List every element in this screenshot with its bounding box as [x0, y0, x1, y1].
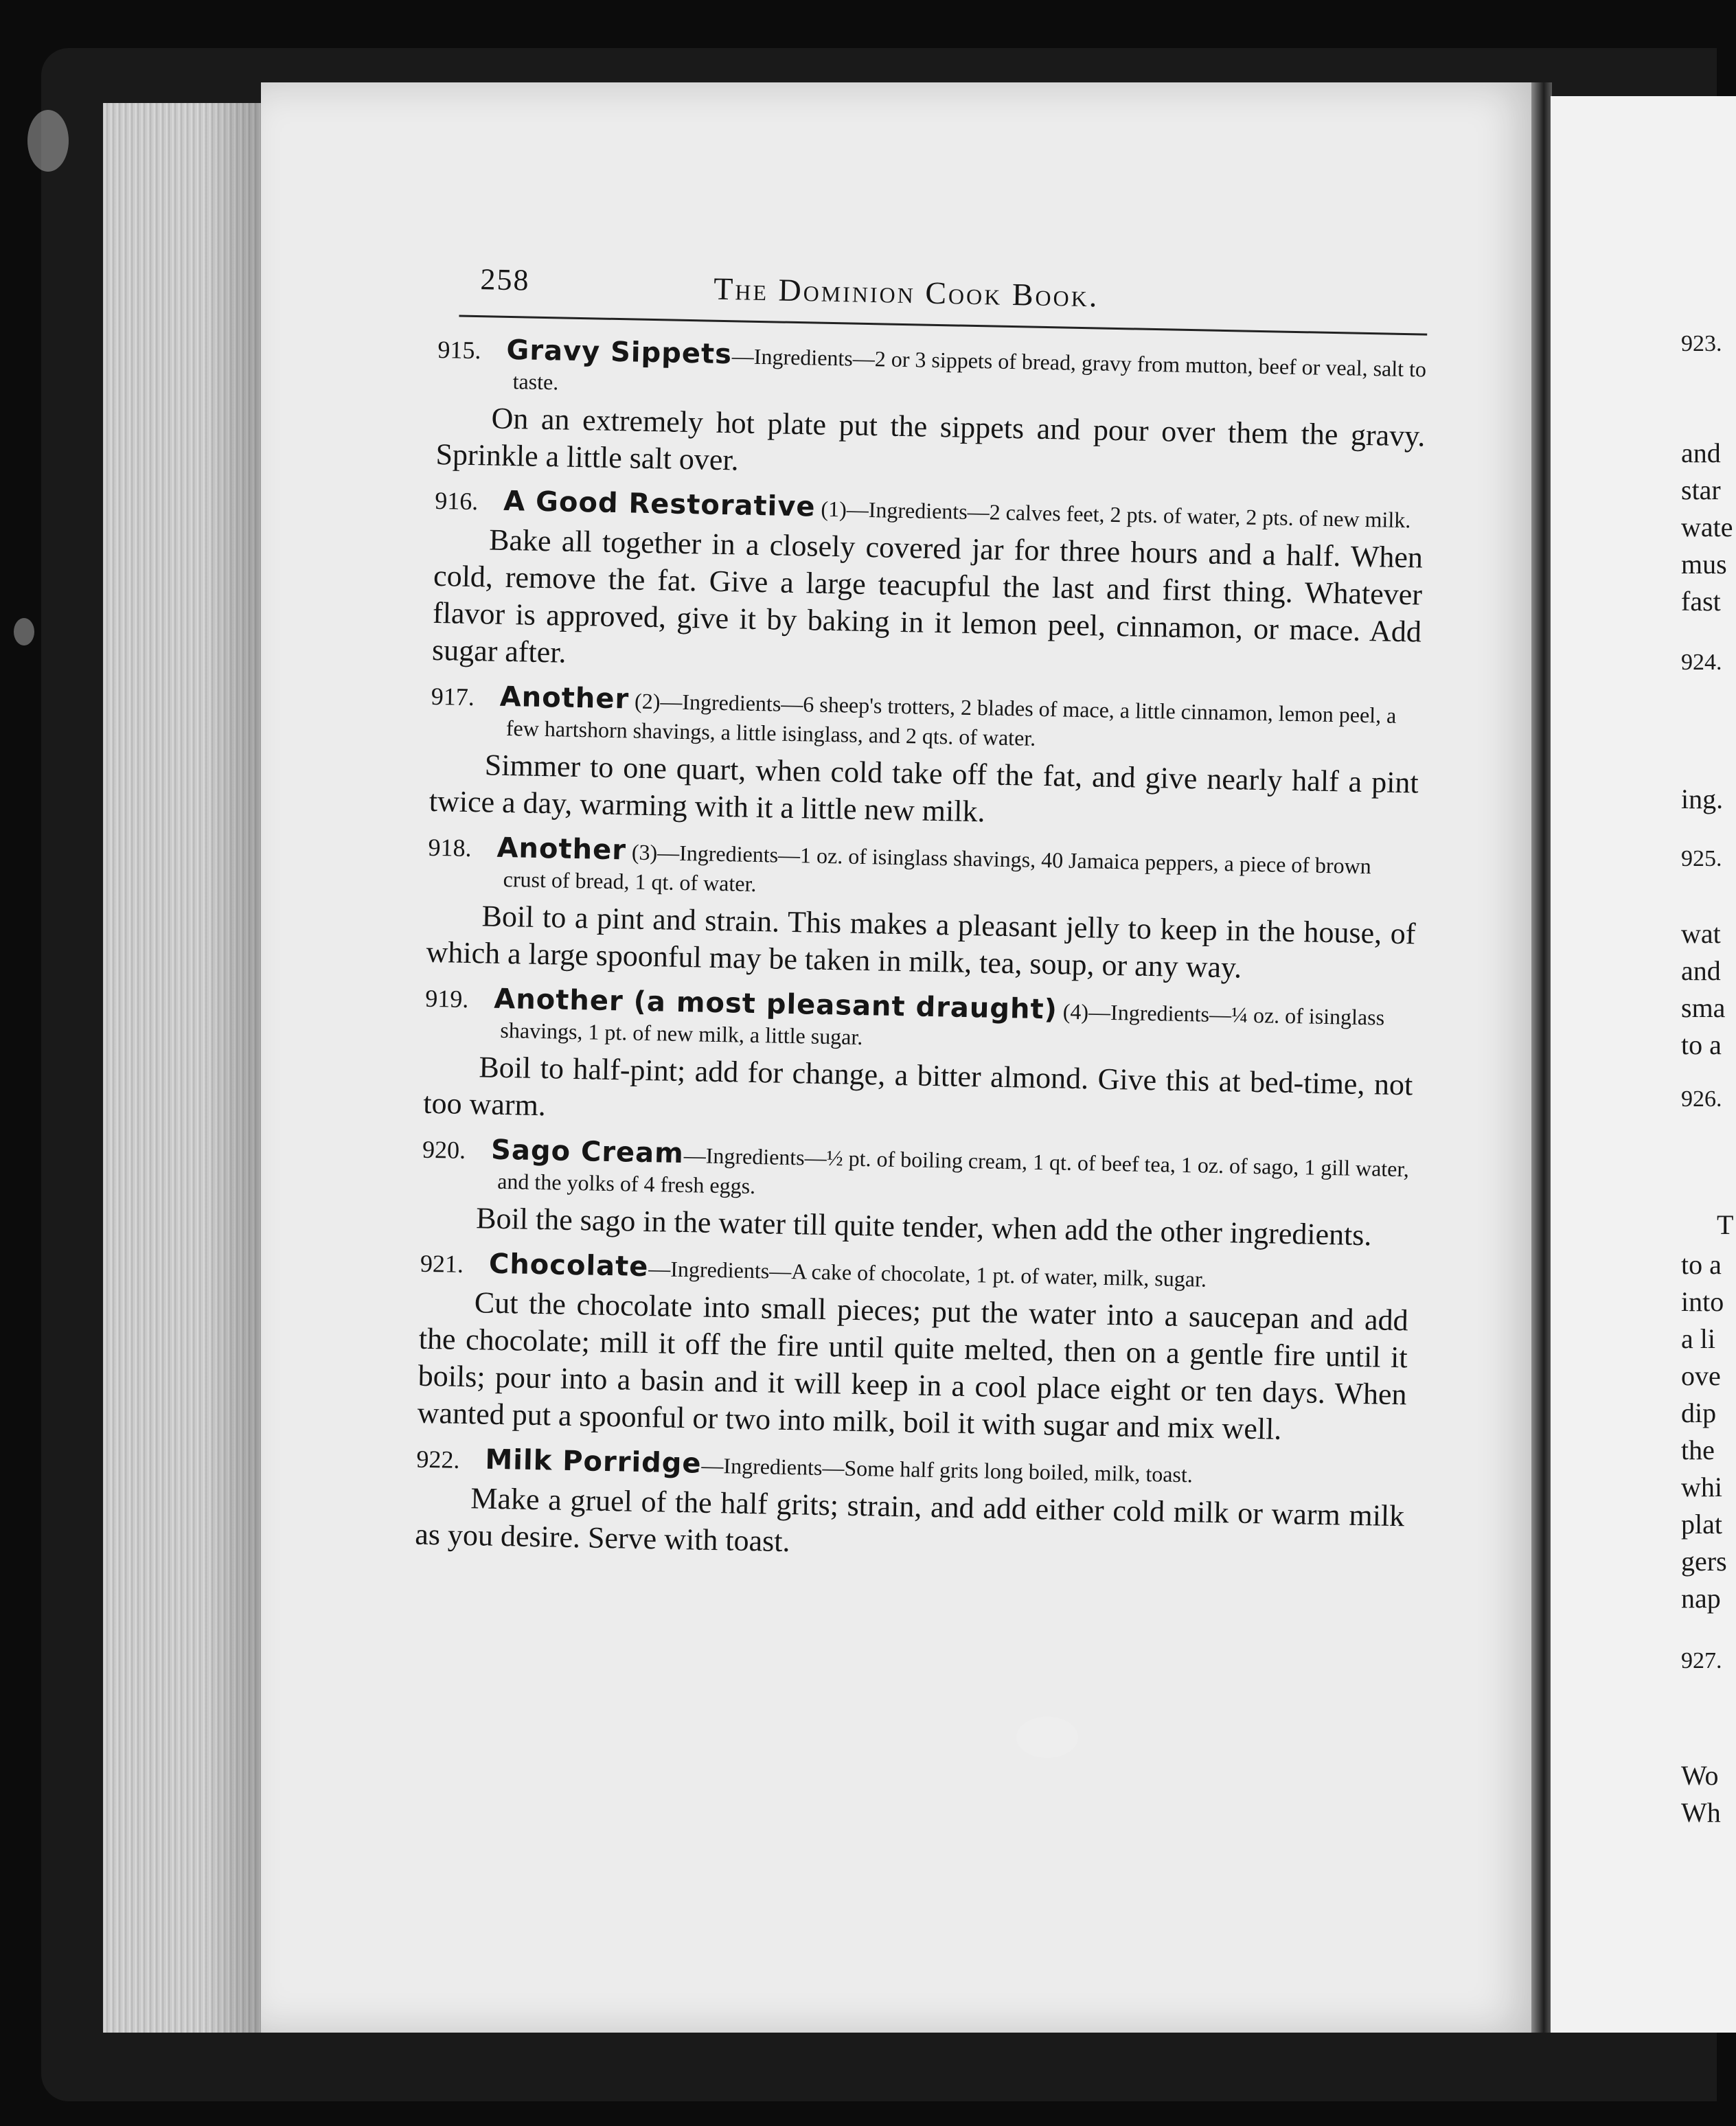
recipe-number: 916.	[434, 486, 479, 516]
right-fragment: and	[1681, 437, 1721, 468]
recipe-ingredients: —Ingredients—½ pt. of boiling cream, 1 qt. of beef tea, 1 oz. of sago, 1 gill water, and the yolks of 4 fresh eggs.	[496, 1143, 1410, 1199]
recipe-method: Boil to half-pint; add for change, a bitter almond. Give this at bed-time, not too warm.	[422, 1050, 1413, 1123]
dust-speck	[1016, 1717, 1078, 1758]
right-fragment: Wh	[1681, 1797, 1721, 1828]
right-fragment: nap	[1681, 1583, 1721, 1614]
right-fragment: T	[1717, 1209, 1734, 1240]
recipe-919	[423, 983, 1415, 1141]
right-fragment: ove	[1681, 1360, 1721, 1391]
right-fragment: fast	[1681, 586, 1721, 617]
recipe-name: Sago Cream	[490, 1134, 685, 1170]
right-fragment: and	[1681, 955, 1721, 986]
recipe-number: 920.	[422, 1135, 466, 1164]
recipe-number: 921.	[420, 1249, 464, 1278]
recipe-916	[432, 485, 1424, 688]
recipe-ingredients: (1)—Ingredients—2 calves feet, 2 pts. of water, 2 pts. of new milk.	[815, 496, 1411, 533]
recipe-918	[426, 832, 1417, 990]
recipe-number: 918.	[428, 833, 472, 862]
recipe-ingredients: —Ingredients—2 or 3 sippets of bread, gravy from mutton, beef or veal, salt to taste.	[512, 343, 1427, 395]
recipe-name: Another	[496, 832, 627, 867]
right-fragment: Wo	[1681, 1760, 1719, 1791]
right-fragment: plat	[1681, 1509, 1722, 1540]
recipe-number: 917.	[431, 682, 475, 711]
recipe-ingredients: (3)—Ingredients—1 oz. of isinglass shavings, 40 Jamaica peppers, a piece of brown crust of bread, 1 qt. of water.	[503, 839, 1372, 897]
recipe-915	[435, 334, 1427, 492]
recipe-name: A Good Restorative	[503, 485, 816, 523]
dust-speck	[14, 618, 34, 645]
recipe-method: On an extremely hot plate put the sippets and pour over them the gravy. Sprinkle a little salt over.	[435, 401, 1426, 477]
right-fragment: 926.	[1681, 1086, 1722, 1112]
recipe-ingredients: (2)—Ingredients—6 sheep's trotters, 2 blades of mace, a little cinnamon, lemon peel, a few hartshorn shavings, a little isinglass, and 2 qts. of water.	[505, 688, 1397, 751]
right-fragment: sma	[1681, 992, 1726, 1023]
right-fragment: to a	[1681, 1029, 1722, 1060]
recipe-number: 919.	[424, 984, 469, 1014]
recipe-ingredients: (4)—Ingredients—¼ oz. of isinglass shavings, 1 pt. of new milk, a little sugar.	[500, 998, 1385, 1050]
right-fragment: gers	[1681, 1546, 1727, 1577]
right-fragment: a li	[1681, 1323, 1715, 1354]
right-fragment: the	[1681, 1435, 1715, 1465]
recipe-method: Cut the chocolate into small pieces; put the water into a saucepan and add the chocolate; mill it off the fire until quite melted, then on a gentle fire until it boils; pour into a basin and it will keep in a cool place eight or ten days. When wanted put a spoonful or two into milk, boil it with sugar and mix well.	[417, 1285, 1409, 1446]
recipe-ingredients: —Ingredients—A cake of chocolate, 1 pt. of water, milk, sugar.	[648, 1256, 1207, 1292]
recipe-method: Bake all together in a closely covered jar for three hours and a half. When cold, remove the fat. Give a large teacupful the last and first thing. Whatever flavor is approved, give it by baking in it lemon peel, cinnamon, or mace. Add sugar after.	[431, 523, 1424, 670]
right-fragment: 927.	[1681, 1648, 1722, 1673]
dust-speck	[27, 110, 69, 172]
book-gutter	[1531, 82, 1552, 2033]
recipe-name: Milk Porridge	[485, 1443, 702, 1480]
recipe-method: Boil the sago in the water till quite tender, when add the other ingredients.	[475, 1201, 1372, 1253]
right-fragment: mus	[1681, 549, 1727, 580]
recipe-number: 915.	[437, 335, 481, 365]
recipe-method: Simmer to one quart, when cold take off the fat, and give nearly half a pint twice a day, warming with it a little new milk.	[429, 748, 1419, 829]
recipe-ingredients: —Ingredients—Some half grits long boiled, milk, toast.	[701, 1452, 1194, 1487]
running-title: The Dominion Cook Book.	[713, 271, 1099, 314]
right-fragment: 925.	[1681, 846, 1722, 871]
right-fragment: whi	[1681, 1472, 1722, 1502]
page-number: 258	[480, 262, 530, 297]
recipe-921	[417, 1248, 1409, 1451]
recipe-name: Another (a most pleasant draught)	[493, 983, 1058, 1026]
recipe-922	[415, 1444, 1406, 1573]
right-fragment: ing.	[1681, 784, 1724, 814]
right-fragment: dip	[1681, 1397, 1717, 1428]
right-fragment: star	[1681, 475, 1721, 505]
right-fragment: wat	[1681, 918, 1721, 949]
page-edge-shadow	[206, 103, 268, 2033]
right-fragment: wate	[1681, 512, 1733, 542]
recipe-method: Boil to a pint and strain. This makes a pleasant jelly to keep in the house, of which a large spoonful may be taken in milk, tea, soup, or any way.	[426, 899, 1416, 985]
recipe-920	[421, 1134, 1412, 1255]
recipe-name: Chocolate	[488, 1248, 649, 1283]
right-fragment: into	[1681, 1286, 1724, 1317]
right-page	[1551, 96, 1736, 2033]
recipe-name: Another	[499, 681, 630, 716]
right-fragment: 923.	[1681, 331, 1722, 356]
recipe-number: 922.	[416, 1445, 460, 1474]
right-fragment: to a	[1681, 1249, 1722, 1280]
recipe-method: Make a gruel of the half grits; strain, and add either cold milk or warm milk as you desire. Serve with toast.	[414, 1481, 1405, 1559]
recipe-917	[429, 681, 1420, 839]
recipe-name: Gravy Sippets	[506, 334, 733, 371]
page-content	[415, 261, 1428, 1584]
right-fragment: 924.	[1681, 650, 1722, 675]
